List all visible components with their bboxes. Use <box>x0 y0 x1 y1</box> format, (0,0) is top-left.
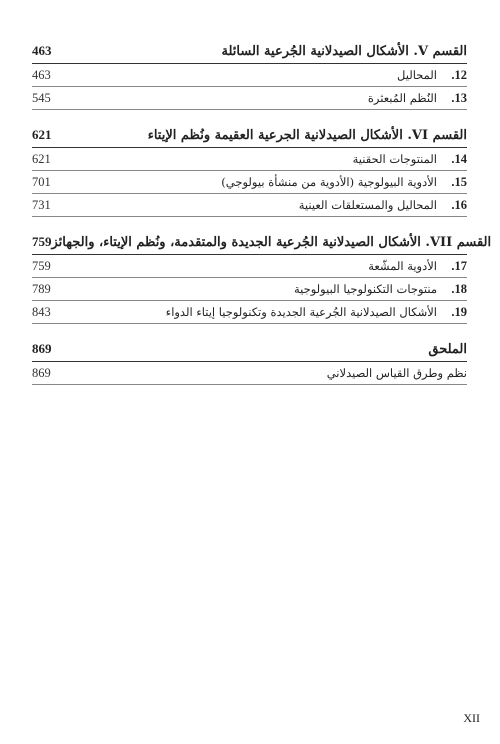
chapter-number: 16. <box>451 198 467 212</box>
entry-page-number: 731 <box>32 198 51 212</box>
entry-page-number: 869 <box>32 366 51 380</box>
entry-text <box>294 282 467 297</box>
toc-entry[interactable] <box>32 87 467 110</box>
entry-text <box>166 305 467 320</box>
section-page-number: 621 <box>32 127 52 142</box>
toc-section-heading[interactable] <box>32 122 467 148</box>
chapter-title: الأشكال الصيدلانية الجُرعية الجديدة وتكنولوجيا إيتاء الدواء <box>165 305 437 319</box>
toc-entry[interactable] <box>32 148 467 171</box>
chapter-number: 15. <box>451 175 467 189</box>
chapter-number: 12. <box>451 68 467 82</box>
chapter-number: 13. <box>451 91 467 105</box>
section-page-number: 463 <box>32 43 52 58</box>
section-title: القسم VII. الأشكال الصيدلانية الجُرعية الجديدة والمتقدمة، ونُظم الإيتاء، والجهائز <box>51 235 492 250</box>
entry-page-number: 545 <box>32 91 51 105</box>
section-page-number: 869 <box>32 341 52 356</box>
table-of-contents <box>32 38 492 385</box>
page-number: XII <box>463 711 480 725</box>
chapter-title: المحاليل <box>397 68 437 82</box>
entry-text <box>299 198 467 213</box>
chapter-number: 18. <box>451 282 467 296</box>
chapter-title: نظم وطرق القياس الصيدلاني <box>326 366 467 380</box>
chapter-title: النُظم المُبعثرة <box>367 91 437 105</box>
toc-entry[interactable] <box>32 171 467 194</box>
toc-section-heading[interactable] <box>32 229 492 255</box>
section-page-number: 759 <box>32 234 52 249</box>
toc-entry[interactable] <box>32 278 467 301</box>
entry-text <box>221 175 467 190</box>
chapter-title: المحاليل والمستعلقات العينية <box>298 198 437 212</box>
chapter-title: الأدوية المشّعة <box>368 259 437 273</box>
entry-page-number: 701 <box>32 175 51 189</box>
toc-section-heading[interactable] <box>32 38 467 64</box>
toc-entry[interactable] <box>32 255 467 278</box>
toc-entry[interactable] <box>32 301 467 324</box>
entry-page-number: 843 <box>32 305 51 319</box>
toc-entry[interactable] <box>32 194 467 217</box>
entry-text <box>368 259 467 274</box>
section-title: الملحق <box>428 342 467 357</box>
section-spacer <box>32 110 467 122</box>
section-spacer <box>32 217 467 229</box>
chapter-number: 17. <box>451 259 467 273</box>
chapter-title: منتوجات التكنولوجيا البيولوجية <box>293 282 437 296</box>
chapter-title: المنتوجات الحقنية <box>352 152 437 166</box>
chapter-title: الأدوية البيولوجية (الأدوية من منشأة بيولوجي) <box>221 175 437 189</box>
chapter-number: 19. <box>451 305 467 319</box>
chapter-number: 14. <box>451 152 467 166</box>
toc-entry[interactable] <box>32 64 467 87</box>
entry-page-number: 789 <box>32 282 51 296</box>
entry-page-number: 621 <box>32 152 51 166</box>
entry-page-number: 759 <box>32 259 51 273</box>
section-spacer <box>32 324 467 336</box>
entry-text <box>397 68 467 83</box>
entry-text <box>353 152 467 167</box>
section-title: القسم V. الأشكال الصيدلانية الجُرعية السائلة <box>221 44 467 59</box>
toc-section-heading[interactable] <box>32 336 467 362</box>
entry-page-number: 463 <box>32 68 51 82</box>
entry-text <box>368 91 467 106</box>
entry-text <box>327 366 467 380</box>
section-title: القسم VI. الأشكال الصيدلانية الجرعية العقيمة ونُظم الإيتاء <box>147 128 467 143</box>
toc-entry[interactable] <box>32 362 467 385</box>
